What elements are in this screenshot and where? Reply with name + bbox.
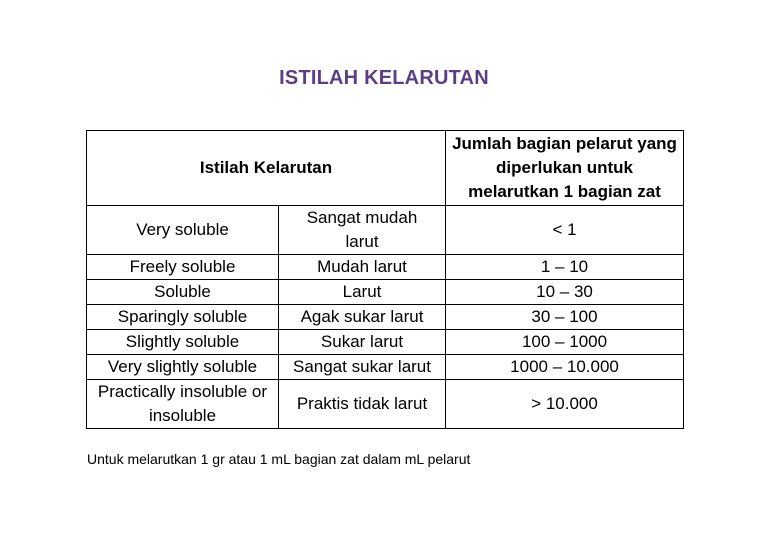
- header-term: Istilah Kelarutan: [87, 131, 446, 206]
- table-header-row: [87, 131, 684, 206]
- table-row: [87, 280, 684, 305]
- cell-english: Soluble: [87, 280, 279, 305]
- cell-amount: > 10.000: [446, 380, 684, 429]
- table-row: [87, 355, 684, 380]
- cell-amount: 1 – 10: [446, 255, 684, 280]
- cell-indonesian: Sangat sukar larut: [279, 355, 446, 380]
- cell-english: Sparingly soluble: [87, 305, 279, 330]
- page-title: ISTILAH KELARUTAN: [279, 67, 489, 89]
- footnote: Untuk melarutkan 1 gr atau 1 mL bagian zat dalam mL pelarut: [87, 451, 471, 467]
- cell-indonesian: Sukar larut: [279, 330, 446, 355]
- cell-indonesian: Sangat mudah larut: [279, 206, 446, 255]
- solubility-table: [86, 130, 684, 429]
- cell-english: Very slightly soluble: [87, 355, 279, 380]
- table-row: [87, 380, 684, 429]
- cell-amount: 30 – 100: [446, 305, 684, 330]
- cell-indonesian: Larut: [279, 280, 446, 305]
- cell-amount: < 1: [446, 206, 684, 255]
- table-row: [87, 206, 684, 255]
- cell-english: Freely soluble: [87, 255, 279, 280]
- header-amount: Jumlah bagian pelarut yang diperlukan untuk melarutkan 1 bagian zat: [446, 131, 684, 206]
- cell-indonesian: Mudah larut: [279, 255, 446, 280]
- cell-english: Very soluble: [87, 206, 279, 255]
- table-row: [87, 305, 684, 330]
- table-row: [87, 255, 684, 280]
- cell-amount: 1000 – 10.000: [446, 355, 684, 380]
- cell-indonesian: Agak sukar larut: [279, 305, 446, 330]
- cell-english: Practically insoluble or insoluble: [87, 380, 279, 429]
- cell-indonesian: Praktis tidak larut: [279, 380, 446, 429]
- cell-amount: 10 – 30: [446, 280, 684, 305]
- cell-amount: 100 – 1000: [446, 330, 684, 355]
- table-row: [87, 330, 684, 355]
- cell-english: Slightly soluble: [87, 330, 279, 355]
